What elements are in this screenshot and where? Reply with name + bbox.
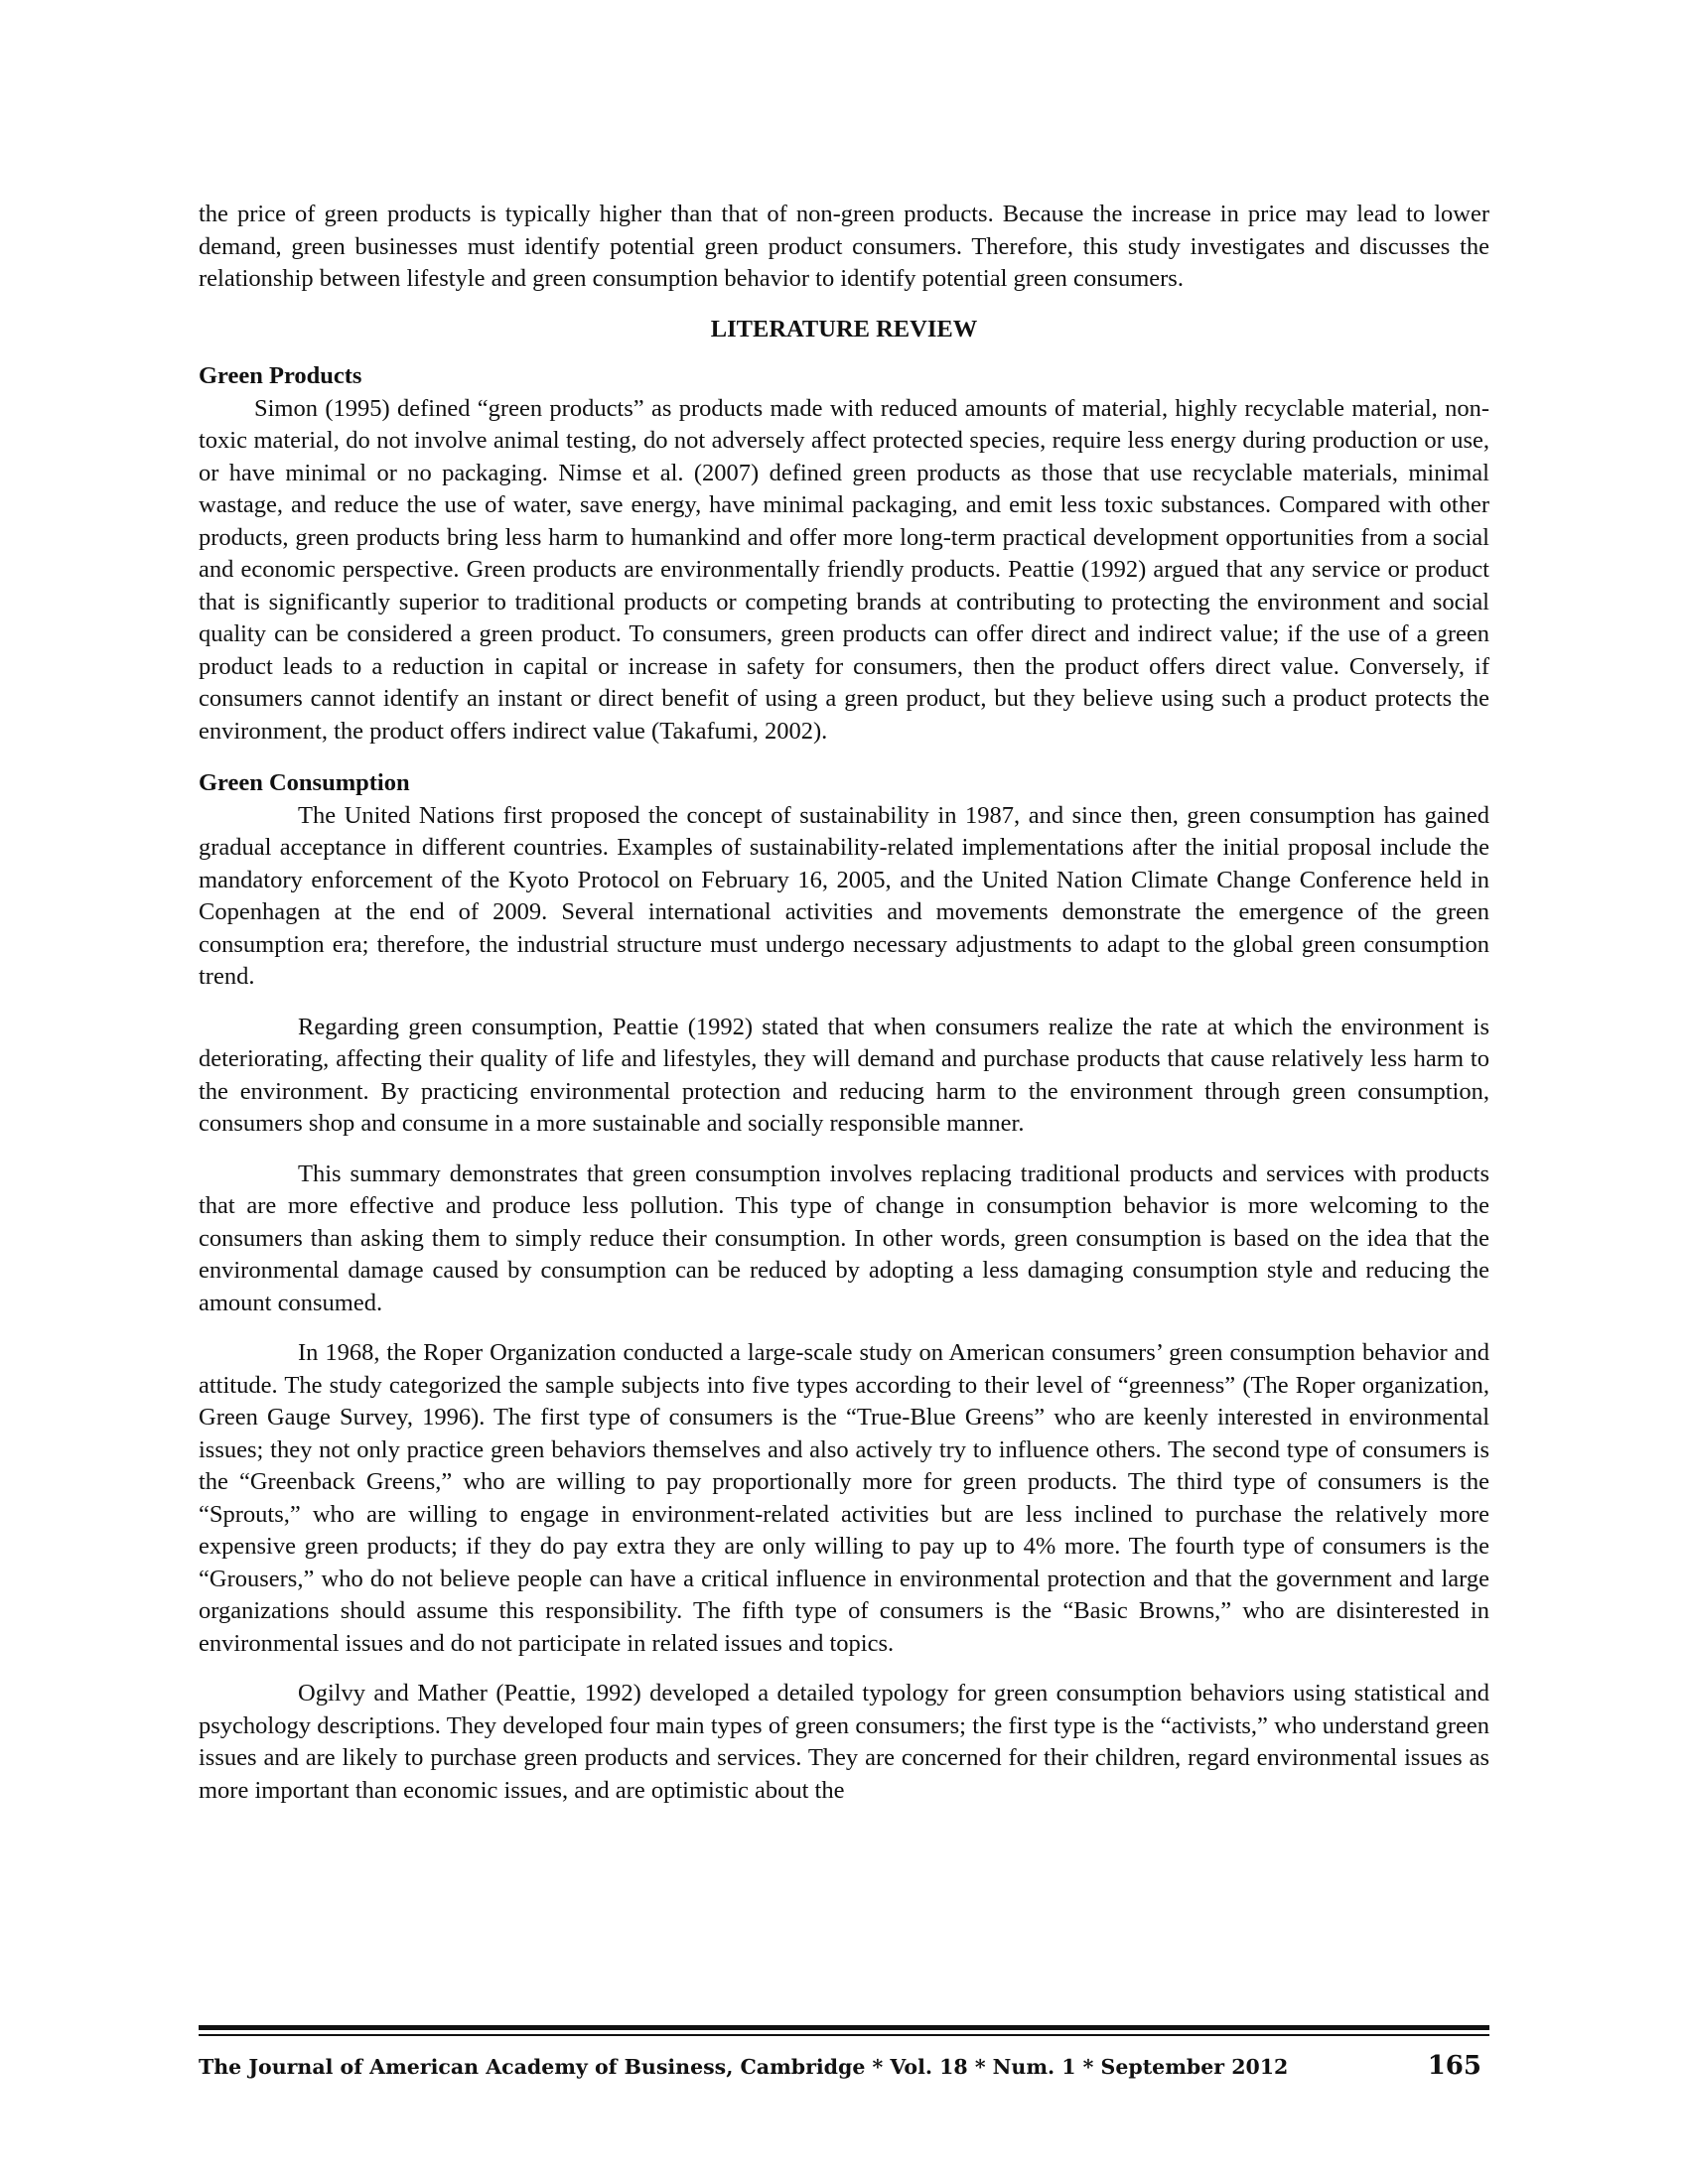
section-title: LITERATURE REVIEW: [710, 315, 978, 342]
page-body: [199, 199, 1489, 1807]
footer-divider: [199, 2025, 1489, 2036]
page-number: 165: [1427, 2051, 1481, 2081]
green-products-heading: Green Products: [199, 362, 362, 389]
green-consumption-paragraph-3: This summary demonstrates that green consumption involves replacing traditional products and services with products that are more effective and produce less pollution. This type of change in consumption behavior is more welcoming to the consumers than asking them to simply reduce their consumption. In other words, green consumption is based on the idea that the environmental damage caused by consumption can be reduced by adopting a less damaging consumption style and reducing the amount consumed.: [199, 1160, 1489, 1316]
journal-citation: The Journal of American Academy of Business, Cambridge * Vol. 18 * Num. 1 * September 2012: [199, 2055, 1289, 2079]
green-consumption-paragraph-1: The United Nations first proposed the concept of sustainability in 1987, and since then, green consumption has gained gradual acceptance in different countries. Examples of sustainability-related implementations after the initial proposal include the mandatory enforcement of the Kyoto Protocol on February 16, 2005, and the United Nation Climate Change Conference held in Copenhagen at the end of 2009. Several international activities and movements demonstrate the emergence of the green consumption era; therefore, the industrial structure must undergo necessary adjustments to adapt to the global green consumption trend.: [199, 801, 1489, 990]
green-consumption-paragraph-5: Ogilvy and Mather (Peattie, 1992) developed a detailed typology for green consumption behaviors using statistical and psychology descriptions. They developed four main types of green consumers; the first type is the “activists,” who understand green issues and are likely to purchase green products and services. They are concerned for their children, regard environmental issues as more important than economic issues, and are optimistic about the: [199, 1680, 1489, 1804]
footer-rule-thin: [199, 2034, 1489, 2036]
intro-paragraph: the price of green products is typically higher than that of non-green products. Because the increase in price may lead to lower demand, green businesses must identify potential green product consumers. Therefore, this study investigates and discusses the relationship between lifestyle and green consumption behavior to identify potential green consumers.: [199, 201, 1489, 292]
page-footer: [199, 2051, 1489, 2087]
green-consumption-heading: Green Consumption: [199, 769, 410, 796]
green-consumption-paragraph-2: Regarding green consumption, Peattie (1992) stated that when consumers realize the rate at which the environment is deteriorating, affecting their quality of life and lifestyles, they will demand and purchase products that cause relatively less harm to the environment. By practicing environmental protection and reducing harm to the environment through green consumption, consumers shop and consume in a more sustainable and socially responsible manner.: [199, 1013, 1489, 1137]
green-consumption-paragraph-4: In 1968, the Roper Organization conducted a large-scale study on American consumers’ green consumption behavior and attitude. The study categorized the sample subjects into five types according to their level of “greenness” (The Roper organization, Green Gauge Survey, 1996). The first type of consumers is the “True-Blue Greens” who are keenly interested in environmental issues; they not only practice green behaviors themselves and also actively try to influence others. The second type of consumers is the “Greenback Greens,” who are willing to pay proportionally more for green products. The third type of consumers is the “Sprouts,” who are willing to engage in environment-related activities but are less inclined to purchase the relatively more expensive green products; if they do pay extra they are only willing to pay up to 4% more. The fourth type of consumers is the “Grousers,” who do not believe people can have a critical influence in environmental protection and that the government and large organizations should assume this responsibility. The fifth type of consumers is the “Basic Browns,” who are disinterested in environmental issues and do not participate in related issues and topics.: [199, 1339, 1489, 1657]
footer-rule-thick: [199, 2025, 1489, 2030]
green-products-paragraph: Simon (1995) defined “green products” as products made with reduced amounts of material, highly recyclable material, non-toxic material, do not involve animal testing, do not adversely affect protected species, require less energy during production or use, or have minimal or no packaging. Nimse et al. (2007) defined green products as those that use recyclable materials, minimal wastage, and reduce the use of water, save energy, have minimal packaging, and emit less toxic substances. Compared with other products, green products bring less harm to humankind and offer more long-term practical development opportunities from a social and economic perspective. Green products are environmentally friendly products. Peattie (1992) argued that any service or product that is significantly superior to traditional products or competing brands at contributing to protecting the environment and social quality can be considered a green product. To consumers, green products can offer direct and indirect value; if the use of a green product leads to a reduction in capital or increase in safety for consumers, then the product offers direct value. Conversely, if consumers cannot identify an instant or direct benefit of using a green product, but they believe using such a product protects the environment, the product offers indirect value (Takafumi, 2002).: [199, 394, 1489, 745]
